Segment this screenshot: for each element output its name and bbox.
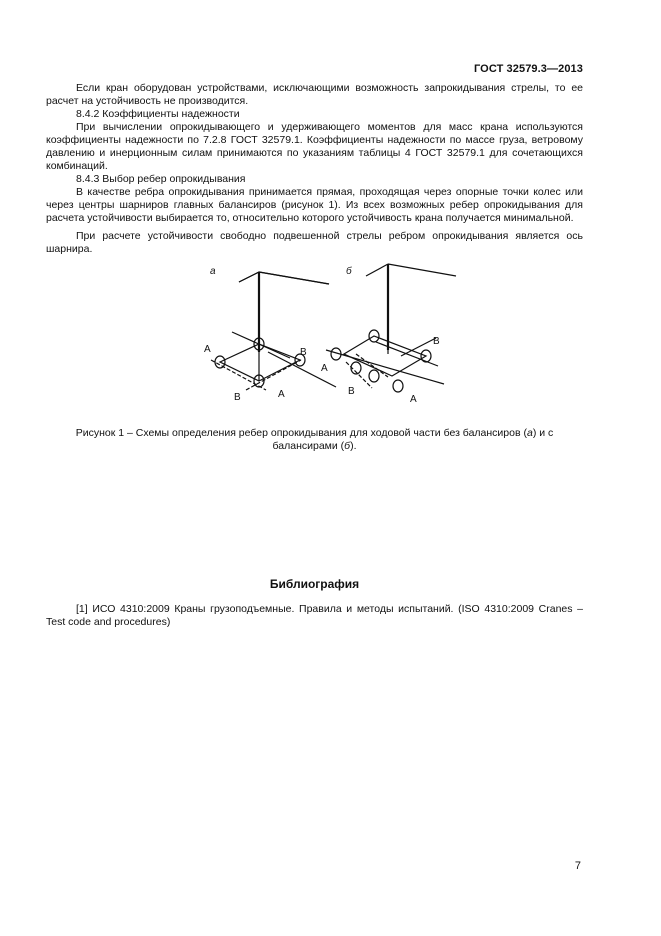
edge-label-A-bottom-b: A — [410, 394, 417, 405]
edge-label-B-right: B — [300, 347, 307, 358]
caption-part-2: ) и с балансирами ( — [272, 427, 554, 452]
caption-a: а — [526, 427, 533, 439]
body-text — [46, 82, 583, 256]
figure-caption — [46, 427, 583, 453]
caption-part-1: Рисунок 1 – Схемы определения ребер опрокидывания для ходовой части без балансиров ( — [75, 427, 527, 439]
scheme-b — [326, 264, 456, 392]
figure-overturn-schemes — [46, 262, 626, 412]
scheme-a — [211, 272, 336, 390]
edge-label-B-bottom: B — [234, 392, 241, 403]
section-heading-8-4-3: 8.4.3 Выбор ребер опрокидывания — [76, 173, 246, 185]
edge-label-A-left-b: A — [321, 363, 328, 374]
caption-b: б — [344, 440, 351, 452]
paragraph-1: Если кран оборудован устройствами, исключающими возможность запрокидывания стрелы, то ее расчет на устойчивость не производится. — [46, 82, 583, 107]
page-number: 7 — [574, 860, 581, 872]
edge-label-B-bottom-b: B — [348, 386, 355, 397]
label-b: б — [346, 266, 352, 277]
edge-label-B-right-b: B — [433, 336, 440, 347]
caption-part-3: ). — [350, 440, 357, 452]
bibliography-entry: [1] ИСО 4310:2009 Краны грузоподъемные. Правила и методы испытаний. (ISO 4310:2009 Cranes – Test code and procedures) — [46, 603, 583, 628]
bibliography-title: Библиография — [269, 577, 360, 591]
edge-label-A-left: A — [204, 344, 211, 355]
paragraph-2: При вычислении опрокидывающего и удерживающего моментов для масс крана используются коэффициенты надежности по 7.2.8 ГОСТ 32579.1. Коэффициенты надежности по массе груза, ветровому давлению и инерционным силам принимаются по указаниям таблицы 4 ГОСТ 32579.1 для сочетающихся комбинаций. — [46, 121, 583, 172]
paragraph-3: В качестве ребра опрокидывания принимается прямая, проходящая через опорные точки колес или через центры шарниров главных балансиров (рисунок 1). Из всех возможных ребер опрокидывания для расчета устойчивости выбирается то, относительно которого устойчивость крана получается минимальной. — [46, 186, 583, 224]
edge-label-A-bottom: A — [278, 389, 285, 400]
section-heading-8-4-2: 8.4.2 Коэффициенты надежности — [76, 108, 240, 120]
document-code: ГОСТ 32579.3—2013 — [473, 63, 583, 75]
label-a: а — [210, 266, 216, 277]
paragraph-4: При расчете устойчивости свободно подвешенной стрелы ребром опрокидывания является ось шарнира. — [46, 230, 583, 255]
